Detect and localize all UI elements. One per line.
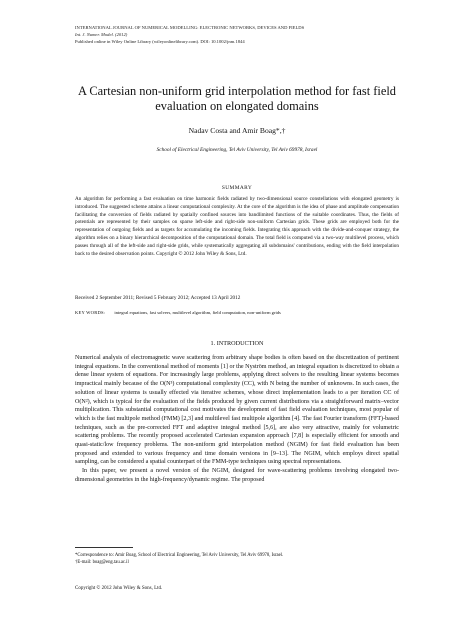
introduction-paragraph-2: In this paper, we present a novel version of the NGIM, designed for wave-scattering problems involving elongated two-dimensional geometries in the high-frequency/dynamic regime. The proposed (75, 468, 399, 483)
article-dates: Received 2 September 2011; Revised 5 February 2012; Accepted 13 April 2012 (75, 295, 241, 301)
keywords-label: KEY WORDS: (75, 310, 106, 315)
keywords-text: integral equations, fast solvers, multilevel algorithm, field computation, non-uniform grids (114, 310, 281, 315)
copyright-line: Copyright © 2012 John Wiley & Sons, Ltd. (75, 586, 163, 591)
keywords (75, 310, 405, 315)
journal-citation: Int. J. Numer. Model. (2012) (75, 32, 128, 38)
summary-text: An algorithm for performing a fast evaluation on time harmonic fields radiated by two-dimensional source constellations with elongated geometry is introduced. The suggested scheme attains a linear computational complexity. At the core of the algorithm is the idea of phase and amplitude compensation facilitating the conversion of fields radiated by spatially confined sources into bandlimited functions of the suitable coordinates. Thus, the fields of potentials are represented by their samples on sparse left-side and right-side non-uniform Cartesian grids. These grids are employed both for the representation of outgoing fields and as targets for accumulating the incoming fields. Integrating this approach with the divide-and-conquer strategy, the algorithm relies on a binary hierarchical decomposition of the computational domain. The total field is computed via a two-way multilevel process, which passes through all of the left-side and right-side grids, while systematically aggregating all subdomains' contributions, ending with the field interpolation back to the desired observation points. Copyright © 2012 John Wiley & Sons, Ltd. (75, 196, 399, 257)
section-heading-introduction: 1. INTRODUCTION (210, 340, 264, 347)
journal-header (75, 24, 405, 46)
footnotes (75, 552, 405, 566)
paper-title (60, 84, 414, 114)
introduction-body (75, 354, 399, 485)
footnote-divider (75, 547, 133, 548)
publication-info: Published online in Wiley Online Library (wileyonlinelibrary.com). DOI: 10.1002/jnm.1844 (75, 39, 245, 45)
correspondence-footnote: *Correspondence to: Amir Boag, School of Electrical Engineering, Tel Aviv University, Tel Aviv 69978, Israel. (75, 553, 284, 558)
title-line-2: evaluation on elongated domains (155, 99, 319, 113)
email-footnote: †E-mail: boag@eng.tau.ac.il (75, 560, 129, 565)
authors: Nadav Costa and Amir Boag*,† (188, 126, 286, 135)
summary-heading: SUMMARY (221, 185, 253, 191)
title-line-1: A Cartesian non-uniform grid interpolation method for fast field (78, 84, 396, 98)
affiliation: School of Electrical Engineering, Tel Aviv University, Tel Aviv 69978, Israel (156, 147, 318, 153)
introduction-paragraph-1: Numerical analysis of electromagnetic wave scattering from arbitrary shape bodies is often based on the discretization of pertinent integral equations. In the conventional method of moments [1] or the Nyström method, an integral equation is discretized to obtain a dense linear system of equations. For increasingly large problems, applying direct solvers to the resulting linear systems becomes impractical mainly because of the O(N³) computational complexity (CC), with N being the number of unknowns. In such cases, the solution of linear systems is usually effected via iterative schemes, whose direct implementation leads to a per iteration CC of O(N²), which is typical for the evaluation of the fields produced by given current distributions via a straightforward matrix–vector multiplication. This substantial computational cost motivates the development of fast field evaluation techniques, most popular of which is the fast multipole method (FMM) [2,3] and multilevel fast multipole algorithm [4]. The fast Fourier transform (FFT)-based techniques, such as the pre-corrected FFT and adaptive integral method [5,6], are also very attractive, mainly for volumetric scattering problems. The recently proposed accelerated Cartesian expansion approach [7,8] is especially efficient for smooth and quasi-static/low frequency problems. The non-uniform grid interpolation method (NGIM) for fast field evaluation has been proposed and extended to various frequency and time domain versions in [9–13]. The NGIM, which employs direct spatial sampling, can be considered a spatial counterpart of the FMM-type techniques using spectral representations. (75, 355, 399, 466)
journal-name: INTERNATIONAL JOURNAL OF NUMERICAL MODELLING: ELECTRONIC NETWORKS, DEVICES AND FIELDS (75, 25, 305, 30)
